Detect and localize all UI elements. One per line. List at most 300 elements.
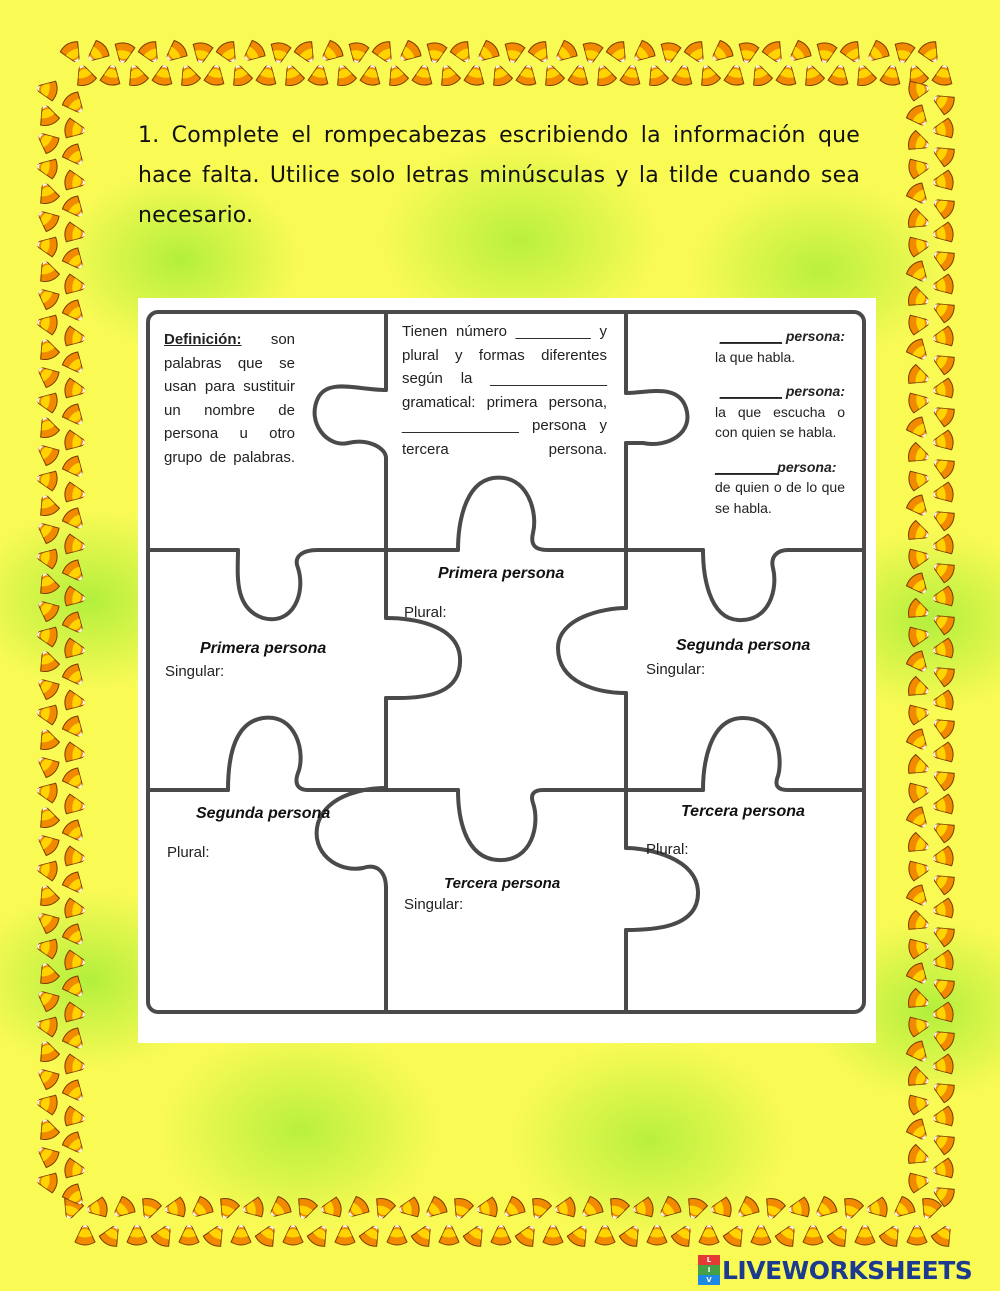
candy-corn-icon bbox=[906, 910, 932, 936]
candy-corn-icon bbox=[540, 62, 566, 88]
candy-corn-icon bbox=[931, 534, 954, 557]
piece-definition bbox=[164, 328, 295, 469]
candy-corn-icon bbox=[907, 624, 930, 647]
candy-corn-icon bbox=[127, 1225, 147, 1245]
person-second-def bbox=[715, 381, 845, 443]
candy-corn-icon bbox=[907, 1225, 927, 1245]
candy-corn-icon bbox=[907, 1170, 930, 1193]
candy-corn-icon bbox=[61, 922, 89, 950]
candy-corn-icon bbox=[931, 1106, 954, 1129]
candy-corn-icon bbox=[929, 505, 956, 532]
candy-corn-icon bbox=[61, 610, 89, 638]
candy-corn-icon bbox=[61, 558, 89, 586]
candy-corn-icon bbox=[63, 274, 86, 297]
candy-corn-icon bbox=[35, 390, 58, 413]
candy-corn-icon bbox=[33, 439, 61, 467]
candy-corn-icon bbox=[929, 1077, 956, 1104]
candy-corn-icon bbox=[800, 62, 826, 88]
candy-corn-icon bbox=[672, 63, 695, 86]
candy-corn-icon bbox=[785, 39, 813, 67]
candy-corn-icon bbox=[33, 361, 61, 389]
candy-corn-icon bbox=[905, 259, 933, 287]
candy-corn-icon bbox=[929, 245, 956, 272]
candy-corn-icon bbox=[929, 401, 956, 428]
instruction-text: 1. Complete el rompecabezas escribiendo la información que hace falta. Utilice solo letras minúsculas y la tilde cuando sea necesario. bbox=[138, 123, 860, 228]
segunda-singular-title: Segunda persona bbox=[676, 637, 811, 654]
candy-corn-icon bbox=[644, 62, 670, 88]
candy-corn-icon bbox=[907, 234, 930, 257]
candy-corn-icon bbox=[63, 1158, 86, 1181]
candy-corn-icon bbox=[670, 1221, 697, 1248]
tercera-plural-title: Tercera persona bbox=[681, 803, 805, 820]
candy-corn-icon bbox=[502, 41, 525, 64]
candy-corn-icon bbox=[280, 62, 306, 88]
person-desc: de quien o de lo que se habla. bbox=[715, 479, 845, 516]
candy-corn-icon bbox=[137, 39, 164, 66]
candy-corn-icon bbox=[61, 298, 89, 326]
candy-corn-icon bbox=[905, 103, 933, 131]
candy-corn-icon bbox=[109, 1195, 137, 1223]
candy-corn-icon bbox=[931, 326, 954, 349]
candy-corn-icon bbox=[931, 1158, 954, 1181]
person-desc: la que habla. bbox=[715, 348, 796, 365]
candy-corn-icon bbox=[360, 63, 383, 86]
candy-corn-icon bbox=[35, 804, 61, 830]
candy-corn-icon bbox=[906, 1066, 932, 1092]
candy-corn-icon bbox=[335, 1225, 355, 1245]
candy-corn-icon bbox=[358, 1221, 385, 1248]
candy-corn-icon bbox=[683, 39, 710, 66]
candy-corn-icon bbox=[397, 1197, 420, 1220]
candy-corn-icon bbox=[931, 274, 954, 297]
candy-corn-icon bbox=[605, 1196, 631, 1222]
candy-corn-icon bbox=[187, 1195, 215, 1223]
candy-corn-icon bbox=[906, 598, 932, 624]
candy-corn-icon bbox=[699, 1225, 719, 1245]
candy-corn-icon bbox=[491, 1225, 511, 1245]
candy-corn-icon bbox=[527, 39, 554, 66]
candy-corn-icon bbox=[387, 1225, 407, 1245]
candy-corn-icon bbox=[724, 63, 747, 86]
candy-corn-icon bbox=[475, 1197, 498, 1220]
candy-corn-icon bbox=[61, 1078, 89, 1106]
candy-corn-icon bbox=[931, 1054, 954, 1077]
candy-corn-icon bbox=[566, 1221, 593, 1248]
person-first-def bbox=[715, 326, 845, 367]
candy-corn-icon bbox=[889, 1195, 917, 1223]
candy-corn-icon bbox=[931, 742, 954, 765]
candy-corn-icon bbox=[265, 1195, 293, 1223]
candy-corn-icon bbox=[931, 430, 954, 453]
candy-corn-icon bbox=[514, 1221, 541, 1248]
candy-corn-icon bbox=[150, 1221, 177, 1248]
candy-corn-icon bbox=[256, 63, 279, 86]
candy-corn-icon bbox=[112, 41, 135, 64]
candy-corn-icon bbox=[811, 1195, 839, 1223]
candy-corn-icon bbox=[931, 638, 954, 661]
candy-corn-icon bbox=[929, 661, 956, 688]
candy-corn-icon bbox=[905, 883, 933, 911]
candy-corn-icon bbox=[683, 1196, 709, 1222]
candy-corn-icon bbox=[905, 727, 933, 755]
candy-corn-icon bbox=[35, 258, 61, 284]
candy-corn-icon bbox=[931, 482, 954, 505]
candy-corn-icon bbox=[35, 570, 61, 596]
candy-corn-icon bbox=[826, 1221, 853, 1248]
candy-corn-icon bbox=[75, 1225, 95, 1245]
candy-corn-icon bbox=[839, 39, 866, 66]
candy-corn-icon bbox=[892, 41, 915, 64]
candy-corn-icon bbox=[462, 1221, 489, 1248]
candy-corn-icon bbox=[239, 39, 267, 67]
definition-text: son palabras que se usan para sustituir un nombre de persona u otro grupo de palabras. bbox=[164, 331, 295, 466]
candy-corn-icon bbox=[931, 846, 954, 869]
candy-corn-icon bbox=[929, 193, 956, 220]
candy-corn-icon bbox=[580, 41, 603, 64]
candy-corn-icon bbox=[61, 350, 89, 378]
candy-corn-icon bbox=[215, 1196, 241, 1222]
candy-corn-icon bbox=[371, 39, 398, 66]
candy-corn-icon bbox=[306, 1221, 333, 1248]
candy-corn-icon bbox=[63, 1106, 86, 1129]
candy-corn-icon bbox=[931, 950, 954, 973]
candy-corn-icon bbox=[907, 1014, 930, 1037]
candy-corn-icon bbox=[35, 1038, 61, 1064]
candy-corn-icon bbox=[61, 818, 89, 846]
candy-corn-icon bbox=[761, 39, 788, 66]
primera-singular-field: Singular: bbox=[165, 663, 225, 680]
piece-number: Tienen número _________ y plural y formas diferentes según la ______________ gramatical: primera persona, ______________ persona y tercera persona. bbox=[402, 323, 607, 458]
candy-corn-icon bbox=[33, 907, 61, 935]
candy-corn-icon bbox=[931, 898, 954, 921]
candy-corn-icon bbox=[63, 950, 86, 973]
candy-corn-icon bbox=[439, 1225, 459, 1245]
candy-corn-icon bbox=[907, 546, 930, 569]
candy-corn-icon bbox=[63, 222, 86, 245]
primera-singular-title: Primera persona bbox=[200, 640, 327, 657]
candy-corn-icon bbox=[906, 286, 932, 312]
candy-corn-icon bbox=[722, 1221, 749, 1248]
candy-corn-icon bbox=[929, 921, 956, 948]
person-third-def bbox=[715, 457, 845, 519]
candy-corn-icon bbox=[930, 1221, 957, 1248]
candy-corn-icon bbox=[63, 794, 86, 817]
candy-corn-icon bbox=[35, 780, 58, 803]
candy-corn-icon bbox=[803, 1225, 823, 1245]
candy-corn-icon bbox=[35, 102, 61, 128]
candy-corn-icon bbox=[35, 546, 58, 569]
candy-corn-icon bbox=[204, 63, 227, 86]
candy-corn-icon bbox=[929, 453, 956, 480]
segunda-singular-field: Singular: bbox=[646, 661, 706, 678]
candy-corn-icon bbox=[319, 1197, 342, 1220]
logo-letter: I bbox=[698, 1265, 720, 1275]
candy-corn-icon bbox=[202, 1221, 229, 1248]
candy-corn-icon bbox=[61, 1026, 89, 1054]
candy-corn-icon bbox=[907, 858, 930, 881]
candy-corn-icon bbox=[906, 442, 932, 468]
candy-corn-icon bbox=[63, 690, 86, 713]
candy-corn-icon bbox=[499, 1195, 527, 1223]
candy-corn-icon bbox=[61, 90, 89, 118]
segunda-plural-title: Segunda persona bbox=[196, 805, 331, 822]
person-desc: la que escucha o con quien se habla. bbox=[715, 403, 845, 440]
candy-corn-icon bbox=[283, 1225, 303, 1245]
candy-corn-icon bbox=[59, 39, 86, 66]
candy-corn-icon bbox=[63, 482, 86, 505]
candy-corn-icon bbox=[931, 586, 954, 609]
candy-corn-icon bbox=[655, 1195, 683, 1223]
candy-corn-icon bbox=[98, 1221, 125, 1248]
candy-corn-icon bbox=[308, 63, 331, 86]
candy-corn-icon bbox=[907, 156, 930, 179]
candy-corn-icon bbox=[63, 586, 86, 609]
candy-corn-icon bbox=[35, 1014, 58, 1037]
candy-corn-icon bbox=[63, 846, 86, 869]
candy-corn-icon bbox=[33, 283, 61, 311]
person-label: persona: bbox=[777, 458, 837, 475]
candy-corn-icon bbox=[343, 1195, 371, 1223]
candy-corn-icon bbox=[906, 988, 932, 1014]
candy-corn-icon bbox=[878, 1221, 905, 1248]
candy-corn-icon bbox=[61, 194, 89, 222]
candy-corn-icon bbox=[33, 127, 61, 155]
candy-corn-icon bbox=[61, 142, 89, 170]
candy-corn-icon bbox=[527, 1196, 553, 1222]
candy-corn-icon bbox=[929, 557, 956, 584]
candy-corn-icon bbox=[906, 208, 932, 234]
tercera-singular-field: Singular: bbox=[404, 896, 464, 913]
candy-corn-icon bbox=[35, 882, 61, 908]
candy-corn-icon bbox=[61, 766, 89, 794]
candy-corn-icon bbox=[449, 1196, 475, 1222]
candy-corn-icon bbox=[61, 662, 89, 690]
candy-corn-icon bbox=[855, 1225, 875, 1245]
candy-corn-icon bbox=[931, 170, 954, 193]
candy-corn-icon bbox=[907, 936, 930, 959]
candy-corn-icon bbox=[595, 1225, 615, 1245]
candy-corn-icon bbox=[776, 63, 799, 86]
candy-corn-icon bbox=[85, 1197, 108, 1220]
candy-corn-icon bbox=[658, 41, 681, 64]
candy-corn-icon bbox=[906, 754, 932, 780]
candy-corn-icon bbox=[35, 1170, 58, 1193]
candy-corn-icon bbox=[124, 62, 150, 88]
candy-corn-icon bbox=[488, 62, 514, 88]
candy-corn-icon bbox=[241, 1197, 264, 1220]
candy-corn-icon bbox=[905, 415, 933, 443]
candy-corn-icon bbox=[929, 297, 956, 324]
candy-corn-icon bbox=[449, 39, 476, 66]
candy-corn-icon bbox=[905, 805, 933, 833]
candy-corn-icon bbox=[929, 765, 956, 792]
candy-corn-icon bbox=[63, 638, 86, 661]
candy-corn-icon bbox=[929, 973, 956, 1000]
candy-corn-icon bbox=[424, 41, 447, 64]
candy-corn-icon bbox=[35, 78, 58, 101]
candy-corn-icon bbox=[332, 62, 358, 88]
candy-corn-icon bbox=[163, 1197, 186, 1220]
tercera-singular-title: Tercera persona bbox=[444, 875, 561, 892]
candy-corn-icon bbox=[35, 858, 58, 881]
primera-plural-title: Primera persona bbox=[438, 565, 565, 582]
candy-corn-icon bbox=[620, 63, 643, 86]
candy-corn-icon bbox=[906, 832, 932, 858]
candy-corn-icon bbox=[814, 41, 837, 64]
candy-corn-icon bbox=[774, 1221, 801, 1248]
candy-corn-icon bbox=[33, 673, 61, 701]
candy-corn-icon bbox=[929, 713, 956, 740]
candy-corn-icon bbox=[35, 1116, 61, 1142]
candy-corn-icon bbox=[907, 702, 930, 725]
candy-corn-icon bbox=[828, 63, 851, 86]
candy-corn-icon bbox=[905, 337, 933, 365]
candy-corn-icon bbox=[61, 506, 89, 534]
candy-corn-icon bbox=[929, 817, 956, 844]
candy-corn-icon bbox=[592, 62, 618, 88]
candy-corn-icon bbox=[35, 960, 61, 986]
candy-corn-icon bbox=[905, 649, 933, 677]
candy-corn-icon bbox=[61, 714, 89, 742]
candy-corn-icon bbox=[905, 1117, 933, 1145]
candy-corn-icon bbox=[33, 829, 61, 857]
candy-corn-icon bbox=[63, 326, 86, 349]
candy-corn-icon bbox=[371, 1196, 397, 1222]
candy-corn-icon bbox=[929, 1129, 956, 1156]
candy-corn-icon bbox=[436, 62, 462, 88]
candy-corn-icon bbox=[35, 156, 58, 179]
candy-corn-icon bbox=[33, 205, 61, 233]
person-blank: ________ bbox=[719, 328, 782, 344]
candy-corn-icon bbox=[551, 39, 579, 67]
candy-corn-icon bbox=[179, 1225, 199, 1245]
candy-corn-icon bbox=[63, 1054, 86, 1077]
candy-corn-icon bbox=[907, 312, 930, 335]
candy-corn-icon bbox=[254, 1221, 281, 1248]
logo-mark bbox=[698, 1255, 720, 1285]
candy-corn-icon bbox=[395, 39, 423, 67]
candy-corn-icon bbox=[618, 1221, 645, 1248]
candy-corn-icon bbox=[905, 181, 933, 209]
candy-corn-icon bbox=[35, 414, 61, 440]
candy-corn-icon bbox=[907, 390, 930, 413]
candy-corn-icon bbox=[63, 742, 86, 765]
candy-corn-icon bbox=[931, 1002, 954, 1025]
candy-corn-icon bbox=[317, 39, 345, 67]
candy-corn-icon bbox=[787, 1197, 810, 1220]
candy-corn-icon bbox=[35, 702, 58, 725]
candy-corn-icon bbox=[748, 62, 774, 88]
candy-corn-icon bbox=[931, 222, 954, 245]
candy-corn-icon bbox=[907, 468, 930, 491]
candy-corn-icon bbox=[906, 676, 932, 702]
candy-corn-icon bbox=[906, 130, 932, 156]
candy-corn-icon bbox=[33, 595, 61, 623]
candy-corn-icon bbox=[929, 869, 956, 896]
liveworksheets-logo bbox=[698, 1253, 972, 1287]
candy-corn-icon bbox=[33, 751, 61, 779]
candy-corn-icon bbox=[63, 430, 86, 453]
candy-corn-icon bbox=[905, 1039, 933, 1067]
person-label: persona: bbox=[785, 328, 845, 344]
candy-corn-icon bbox=[35, 468, 58, 491]
candy-corn-icon bbox=[384, 62, 410, 88]
candy-corn-icon bbox=[190, 41, 213, 64]
candy-corn-icon bbox=[543, 1225, 563, 1245]
candy-corn-icon bbox=[61, 402, 89, 430]
candy-corn-icon bbox=[907, 1092, 930, 1115]
candy-corn-icon bbox=[176, 62, 202, 88]
candy-corn-icon bbox=[929, 89, 956, 116]
candy-corn-icon bbox=[63, 118, 86, 141]
candy-corn-icon bbox=[709, 1197, 732, 1220]
candy-corn-icon bbox=[839, 1196, 865, 1222]
candy-corn-icon bbox=[61, 246, 89, 274]
candy-corn-icon bbox=[907, 780, 930, 803]
candy-corn-icon bbox=[929, 609, 956, 636]
person-blank: ________ bbox=[715, 458, 778, 475]
candy-corn-icon bbox=[516, 63, 539, 86]
candy-corn-icon bbox=[553, 1197, 576, 1220]
candy-corn-icon bbox=[61, 870, 89, 898]
candy-corn-icon bbox=[931, 118, 954, 141]
candy-corn-icon bbox=[161, 39, 189, 67]
person-blank: ________ bbox=[719, 383, 782, 399]
candy-corn-icon bbox=[137, 1196, 163, 1222]
candy-corn-icon bbox=[761, 1196, 787, 1222]
candy-corn-icon bbox=[152, 63, 175, 86]
candy-corn-icon bbox=[346, 41, 369, 64]
candy-corn-icon bbox=[905, 493, 933, 521]
candy-corn-icon bbox=[906, 364, 932, 390]
puzzle-image bbox=[138, 298, 876, 1043]
candy-corn-icon bbox=[931, 378, 954, 401]
segunda-plural-field: Plural: bbox=[167, 844, 210, 861]
candy-corn-icon bbox=[268, 41, 291, 64]
piece-persons bbox=[715, 326, 845, 518]
candy-corn-icon bbox=[647, 1225, 667, 1245]
candy-corn-icon bbox=[917, 1196, 943, 1222]
candy-corn-icon bbox=[577, 1195, 605, 1223]
candy-corn-icon bbox=[931, 794, 954, 817]
candy-corn-icon bbox=[61, 974, 89, 1002]
candy-corn-icon bbox=[629, 39, 657, 67]
candy-corn-icon bbox=[35, 234, 58, 257]
candy-corn-icon bbox=[63, 898, 86, 921]
candy-corn-icon bbox=[35, 936, 58, 959]
definition-label: Definición: bbox=[164, 331, 242, 348]
candy-corn-icon bbox=[35, 312, 58, 335]
candy-corn-icon bbox=[215, 39, 242, 66]
candy-corn-icon bbox=[852, 62, 878, 88]
candy-corn-icon bbox=[63, 534, 86, 557]
candy-corn-icon bbox=[35, 336, 61, 362]
logo-text: LIVEWORKSHEETS bbox=[722, 1255, 973, 1285]
candy-corn-icon bbox=[63, 170, 86, 193]
candy-corn-icon bbox=[929, 1025, 956, 1052]
candy-corn-icon bbox=[929, 349, 956, 376]
candy-corn-icon bbox=[231, 1225, 251, 1245]
candy-corn-icon bbox=[932, 63, 955, 86]
person-label: persona: bbox=[785, 383, 845, 399]
candy-corn-icon bbox=[733, 1195, 761, 1223]
candy-corn-icon bbox=[863, 39, 891, 67]
candy-corn-icon bbox=[931, 690, 954, 713]
candy-corn-icon bbox=[751, 1225, 771, 1245]
candy-corn-icon bbox=[412, 63, 435, 86]
candy-corn-icon bbox=[707, 39, 735, 67]
candy-corn-icon bbox=[35, 624, 58, 647]
